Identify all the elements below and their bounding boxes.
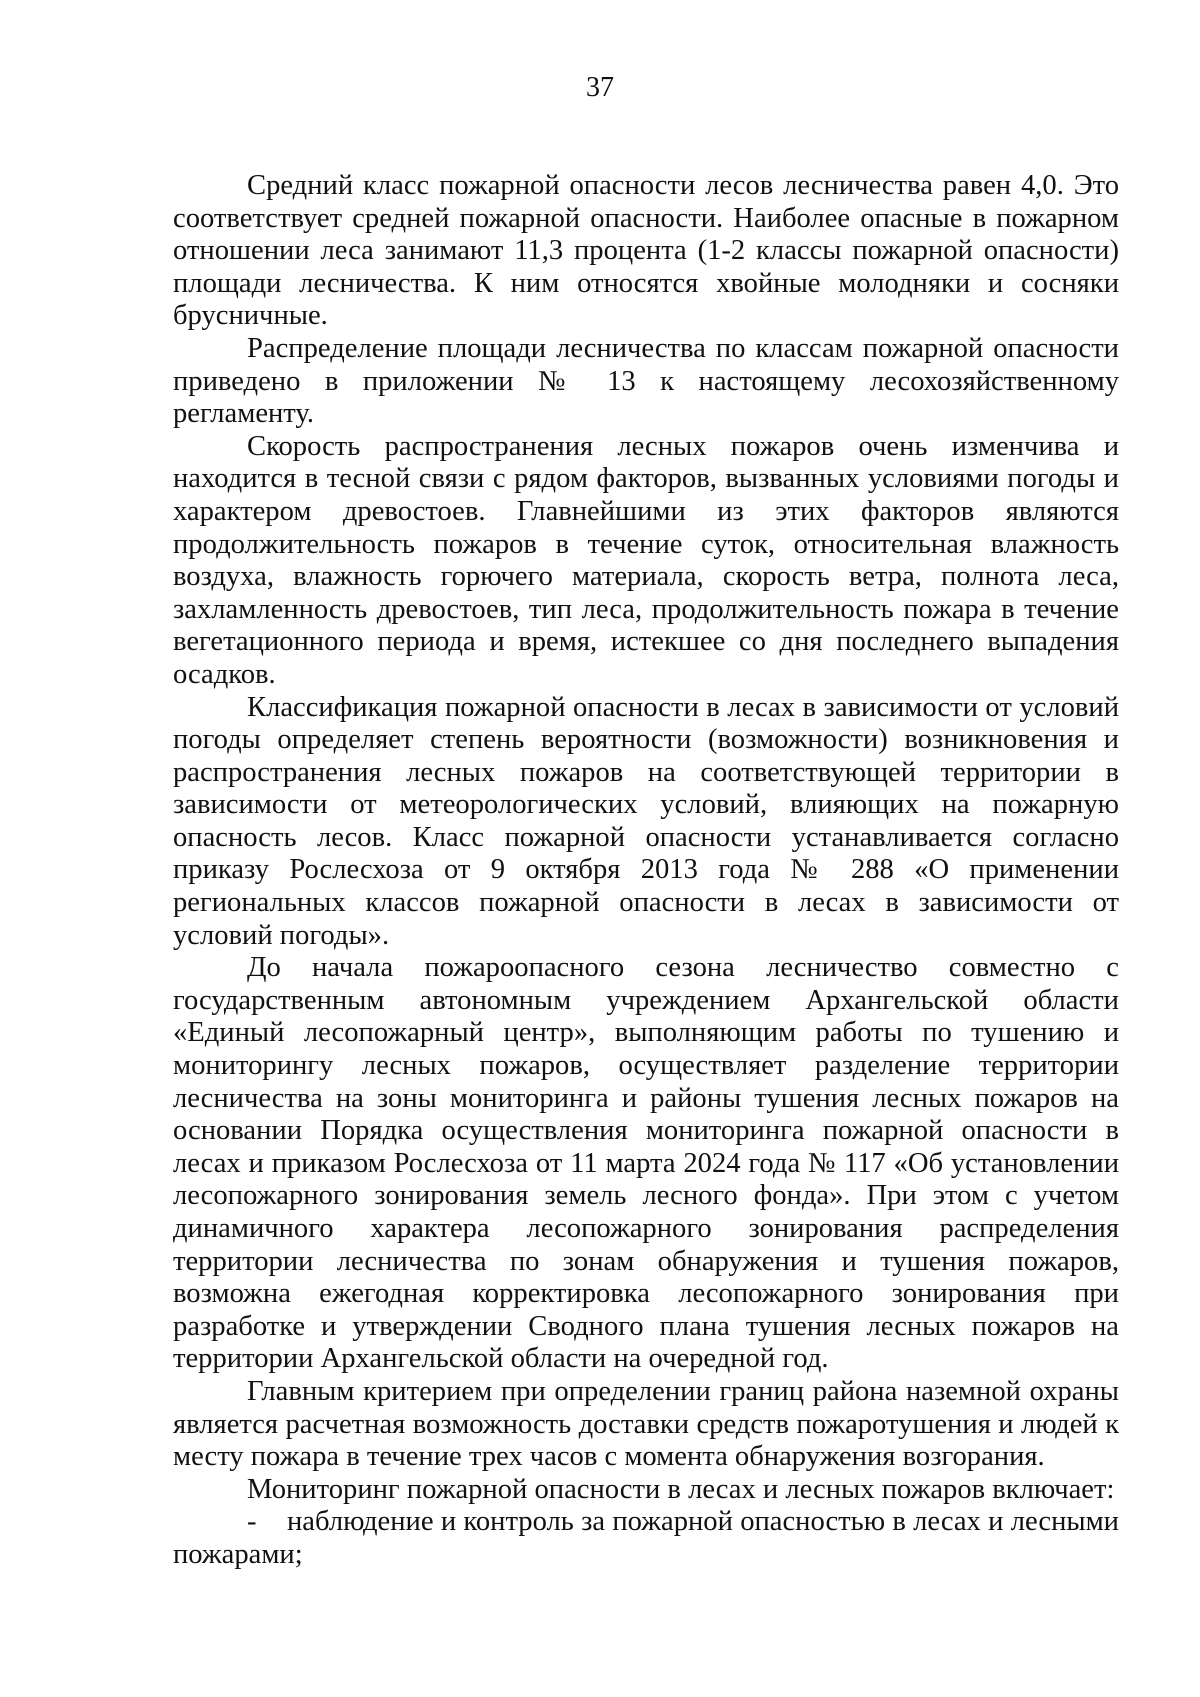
document-body [173,170,1119,1572]
page-number: 37 [586,72,614,103]
list-item-text: наблюдение и контроль за пожарной опасностью в лесах и лесными пожарами; [173,1506,1119,1570]
paragraph-danger-classification: Классификация пожарной опасности в лесах в зависимости от условий погоды определяет степень вероятности (возможности) возникновения и распространения лесных пожаров на соответствующей территории в зависимости от метеорологических условий, влияющих на пожарную опасность лесов. Класс пожарной опасности устанавливается согласно приказу Рослесхоза от 9 октября 2013 года № 288 «О применении региональных классов пожарной опасности в лесах в зависимости от условий погоды». [173,691,1119,951]
paragraph-monitoring-intro: Мониторинг пожарной опасности в лесах и лесных пожаров включает: [247,1473,1115,1505]
paragraph-fire-zoning: До начала пожароопасного сезона лесничество совместно с государственным автономным учреждением Архангельской области «Единый лесопожарный центр», выполняющим работы по тушению и мониторингу лесных пожаров, осуществляет разделение территории лесничества на зоны мониторинга и районы тушения лесных пожаров на основании Порядка осуществления мониторинга пожарной опасности в лесах и приказом Рослесхоза от 11 марта 2024 года № 117 «Об установлении лесопожарного зонирования земель лесного фонда». При этом с учетом динамичного характера лесопожарного зонирования распределения территории лесничества по зонам обнаружения и тушения пожаров, возможна ежегодная корректировка лесопожарного зонирования при разработке и утверждении Сводного плана тушения лесных пожаров на территории Архангельской области на очередной год. [173,952,1119,1375]
list-item [173,1506,1119,1571]
paragraph-main-criterion: Главным критерием при определении границ района наземной охраны является расчетная возможность доставки средств пожаротушения и людей к месту пожара в течение трех часов с момента обнаружения возгорания. [173,1375,1119,1473]
paragraph-area-distribution: Распределение площади лесничества по классам пожарной опасности приведено в приложении № 13 к настоящему лесохозяйственному регламенту. [173,332,1119,430]
paragraph-fire-danger-class: Средний класс пожарной опасности лесов лесничества равен 4,0. Это соответствует средней пожарной опасности. Наиболее опасные в пожарном отношении леса занимают 11,3 процента (1-2 классы пожарной опасности) площади лесничества. К ним относятся хвойные молодняки и сосняки брусничные. [173,170,1119,332]
paragraph-fire-spread-speed: Скорость распространения лесных пожаров очень изменчива и находится в тесной связи с рядом факторов, вызванных условиями погоды и характером древостоев. Главнейшими из этих факторов являются продолжительность пожаров в течение суток, относительная влажность воздуха, влажность горючего материала, скорость ветра, полнота леса, захламленность древостоев, тип леса, продолжительность пожара в течение вегетационного периода и время, истекшее со дня последнего выпадения осадков. [173,430,1119,690]
list-item-marker: - [247,1506,257,1538]
